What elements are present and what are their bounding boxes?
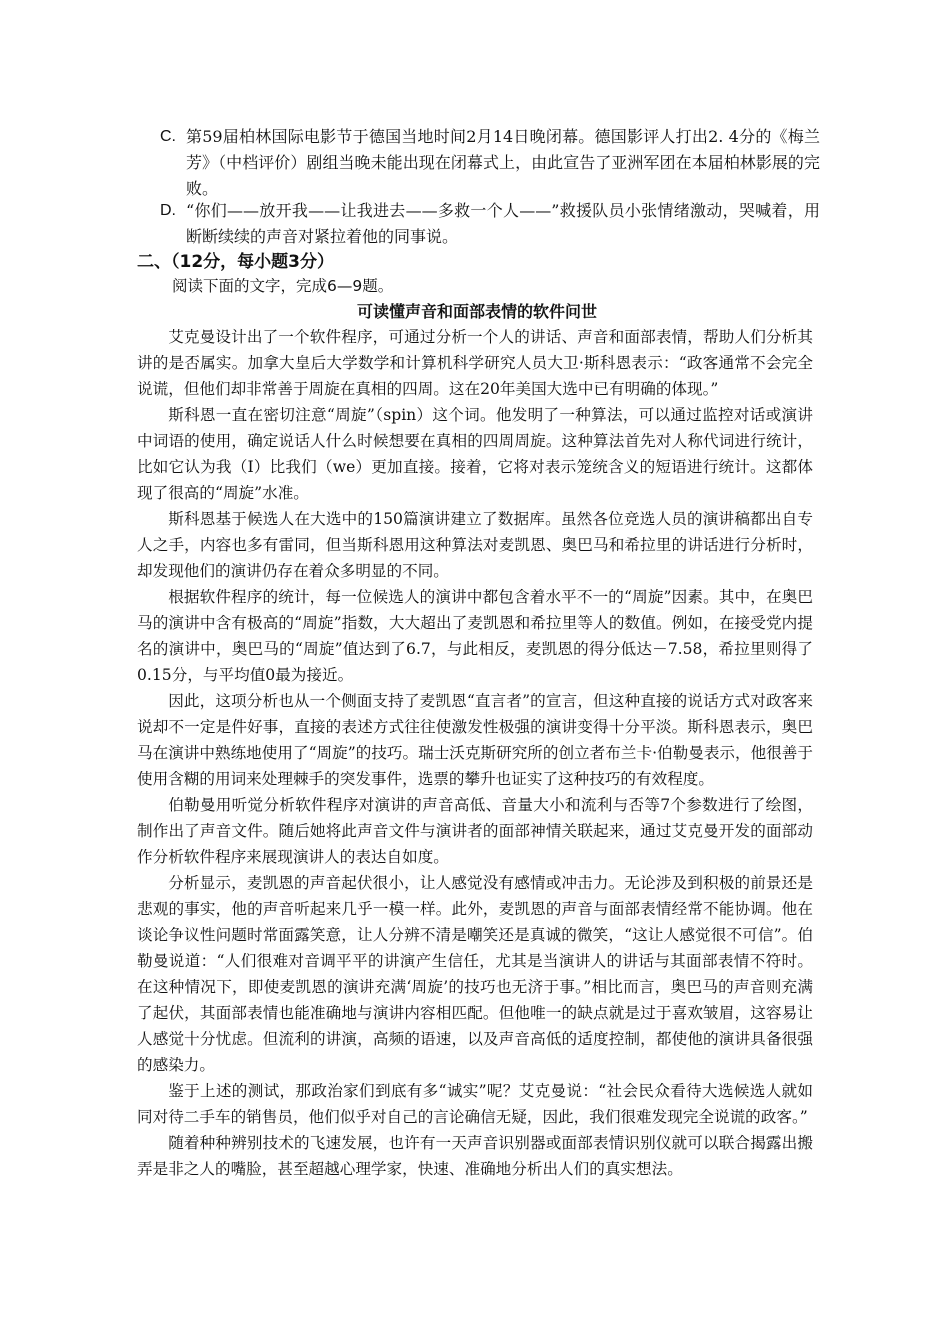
article-paragraph-1: 艾克曼设计出了一个软件程序，可通过分析一个人的讲话、声音和面部表情，帮助人们分析其讲的是否属实。加拿大皇后大学数学和计算机科学研究人员大卫·斯科恩表示：“政客通常不会完全说谎，但他们却非常善于周旋在真相的四周。这在20年美国大选中已有明确的体现。” (137, 328, 813, 398)
article-paragraph-5: 因此，这项分析也从一个侧面支持了麦凯恩“直言者”的宣言，但这种直接的说话方式对政客来说却不一定是件好事，直接的表述方式往往使激发性极强的演讲变得十分平淡。斯科恩表示，奥巴马在演讲中熟练地使用了“周旋”的技巧。瑞士沃克斯研究所的创立者布兰卡·伯勒曼表示，他很善于使用含糊的用词来处理棘手的突发事件，选票的攀升也证实了这种技巧的有效程度。 (137, 692, 813, 788)
section-heading: 二、（12分，每小题3分） (137, 252, 334, 272)
article-paragraph-2: 斯科恩一直在密切注意“周旋”（spin）这个词。他发明了一种算法，可以通过监控对话或演讲中词语的使用，确定说话人什么时候想要在真相的四周周旋。这种算法首先对人称代词进行统计，比如它认为我（I）比我们（we）更加直接。接着，它将对表示笼统含义的短语进行统计。这都体现了很高的“周旋”水准。 (137, 406, 813, 502)
section-instruction: 阅读下面的文字，完成6—9题。 (172, 277, 394, 295)
option-c (160, 124, 820, 202)
option-d-text: “你们——放开我——让我进去——多救一个人——”救援队员小张情绪激动，哭喊着，用断断续续的声音对紧拉着他的同事说。 (186, 201, 820, 246)
option-d-letter: D. (160, 202, 176, 219)
option-d (160, 198, 820, 250)
article-body (137, 324, 813, 1182)
article-paragraph-7: 分析显示，麦凯恩的声音起伏很小，让人感觉没有感情或冲击力。无论涉及到积极的前景还是悲观的事实，他的声音听起来几乎一模一样。此外，麦凯恩的声音与面部表情经常不能协调。他在谈论争议性问题时常面露笑意，让人分辨不清是嘲笑还是真诚的微笑，“这让人感觉很不可信”。伯勒曼说道：“人们很难对音调平平的讲演产生信任，尤其是当演讲人的讲话与其面部表情不符时。在这种情况下，即使麦凯恩的演讲充满‘周旋’的技巧也无济于事。”相比而言，奥巴马的声音则充满了起伏，其面部表情也能准确地与演讲内容相匹配。但他唯一的缺点就是过于喜欢皱眉，这容易让人感觉十分忧虑。但流利的讲演，高频的语速，以及声音高低的适度控制，都使他的演讲具备很强的感染力。 (137, 874, 813, 1074)
article-paragraph-9: 随着种种辨别技术的飞速发展，也许有一天声音识别器或面部表情识别仪就可以联合揭露出搬弄是非之人的嘴脸，甚至超越心理学家，快速、准确地分析出人们的真实想法。 (137, 1134, 813, 1178)
article-paragraph-8: 鉴于上述的测试，那政治家们到底有多“诚实”呢？艾克曼说：“社会民众看待大选候选人就如同对待二手车的销售员，他们似乎对自己的言论确信无疑，因此，我们很难发现完全说谎的政客。” (137, 1082, 813, 1126)
article-paragraph-3: 斯科恩基于候选人在大选中的150篇演讲建立了数据库。虽然各位竞选人员的演讲稿都出自专人之手，内容也多有雷同，但当斯科恩用这种算法对麦凯恩、奥巴马和希拉里的讲话进行分析时，却发现他们的演讲仍存在着众多明显的不同。 (137, 510, 813, 580)
article-paragraph-6: 伯勒曼用听觉分析软件程序对演讲的声音高低、音量大小和流利与否等7个参数进行了绘图，制作出了声音文件。随后她将此声音文件与演讲者的面部神情关联起来，通过艾克曼开发的面部动作分析软件程序来展现演讲人的表达自如度。 (137, 796, 813, 866)
option-c-text: 第59届柏林国际电影节于德国当地时间2月14日晚闭幕。德国影评人打出2. 4分的《梅兰芳》（中档评价）剧组当晚未能出现在闭幕式上，由此宣告了亚洲军团在本届柏林影展的完败。 (186, 127, 820, 198)
article-title: 可读懂声音和面部表情的软件问世 (356, 302, 597, 321)
option-c-letter: C. (160, 128, 176, 145)
article-paragraph-4: 根据软件程序的统计，每一位候选人的演讲中都包含着水平不一的“周旋”因素。其中，在奥巴马的演讲中含有极高的“周旋”指数，大大超出了麦凯恩和希拉里等人的数值。例如，在接受党内提名的演讲中，奥巴马的“周旋”值达到了6.7，与此相反，麦凯恩的得分低达－7.58，希拉里则得了0.15分，与平均值0最为接近。 (137, 588, 813, 684)
